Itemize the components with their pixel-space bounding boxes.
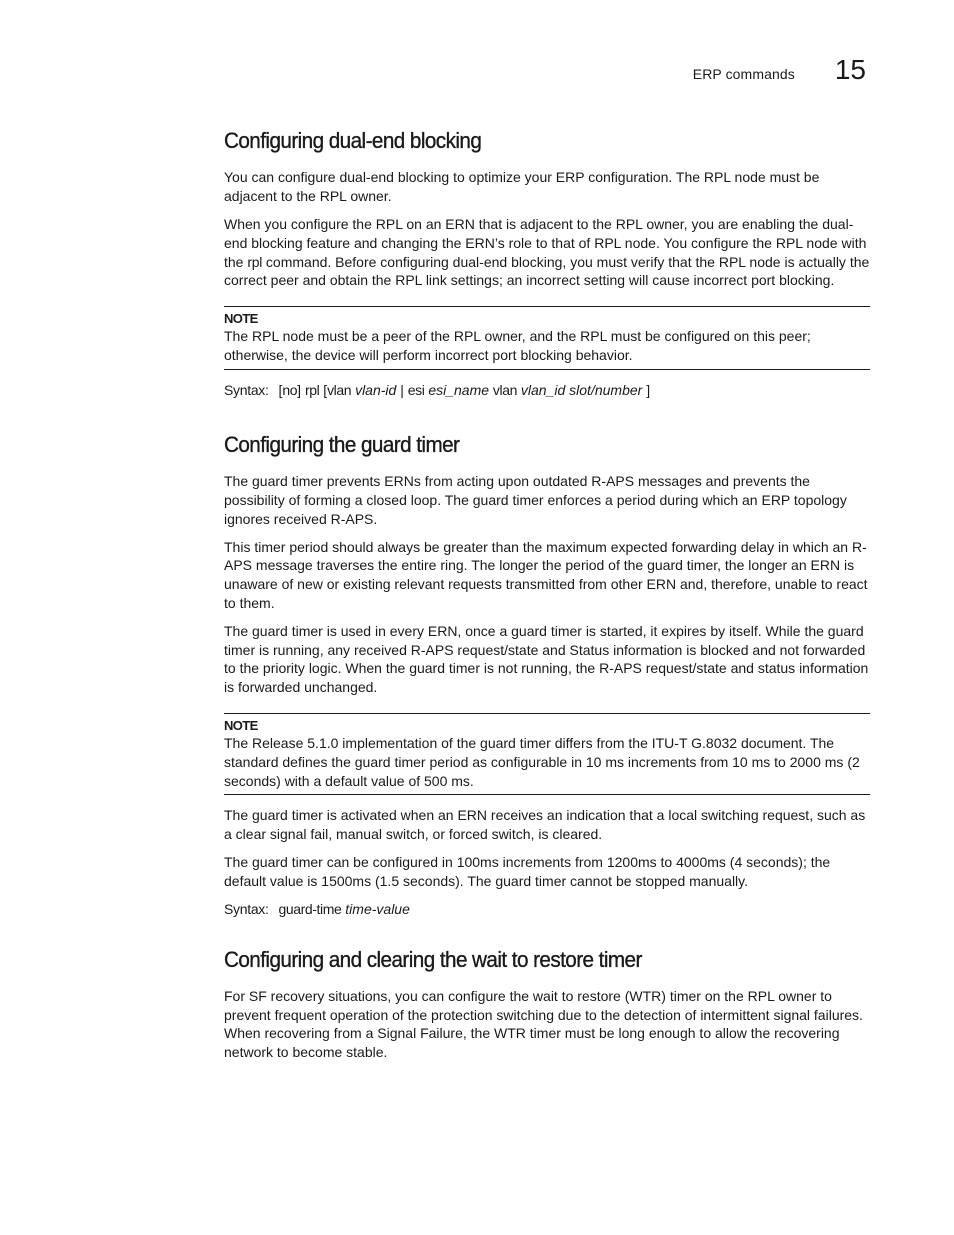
paragraph-text: When you configure the RPL on an ERN that is adjacent to the RPL owner, you are enabling the dual-end blocking feature and changing the ERN’s role to that of RPL node. You configure the RPL node with the (224, 215, 867, 270)
syntax-label: Syntax: (224, 381, 269, 398)
syntax-token: ] (297, 381, 302, 398)
syntax-token: ] (646, 381, 651, 398)
header-chapter-number: 15 (834, 54, 866, 85)
syntax-token: [ (278, 381, 283, 398)
section-heading: Configuring the guard timer (224, 431, 460, 457)
paragraph: The guard timer prevents ERNs from acting upon outdated R-APS messages and prevents the possibility of forming a closed loop. The guard timer enforces a period during which an ERP topology ignores received R-APS. (224, 473, 847, 527)
syntax-keyword: rpl (304, 381, 320, 398)
section-guard-timer (224, 432, 870, 918)
syntax-keyword: vlan (327, 381, 352, 398)
note-box (224, 713, 870, 795)
paragraph: The guard timer is activated when an ERN receives an indication that a local switching request, such as a clear signal fail, manual switch, or forced switch, is cleared. (224, 807, 866, 843)
header-section-title: ERP commands (692, 66, 795, 82)
paragraph (224, 215, 870, 290)
syntax-variable: vlan-id (355, 381, 397, 398)
section-wait-to-restore (224, 947, 870, 1063)
syntax-keyword: guard-time (278, 900, 342, 917)
syntax-keyword: no (282, 381, 298, 398)
note-box (224, 306, 870, 370)
note-label: NOTE (224, 717, 258, 733)
spacer (224, 918, 870, 947)
section-heading: Configuring dual-end blocking (224, 128, 482, 153)
spacer (224, 399, 870, 432)
syntax-variable: vlan_id slot/number (520, 381, 643, 398)
paragraph: The guard timer is used in every ERN, once a guard timer is started, it expires by itself. While the guard timer is running, any received R-APS request/state and Status information is blocked and not forwarded to the priority logic. When the guard timer is not running, the R-APS request/state and status information is forwarded unchanged. (224, 622, 869, 696)
section-dual-end-blocking (224, 128, 870, 399)
syntax-keyword: esi (407, 381, 425, 398)
paragraph: You can configure dual-end blocking to optimize your ERP configuration. The RPL node must be adjacent to the RPL owner. (224, 169, 820, 205)
syntax-token: | (400, 381, 404, 398)
running-header (693, 56, 866, 84)
paragraph: The guard timer can be configured in 100ms increments from 1200ms to 4000ms (4 seconds); the default value is 1500ms (1.5 seconds). The guard timer cannot be stopped manually. (224, 853, 831, 889)
note-label: NOTE (224, 311, 258, 327)
command-keyword: rpl (247, 253, 263, 270)
section-heading: Configuring and clearing the wait to restore timer (224, 946, 642, 972)
syntax-variable: time-value (345, 900, 410, 917)
syntax-keyword: vlan (492, 381, 518, 398)
page-content (224, 128, 870, 1071)
paragraph: This timer period should always be greater than the maximum expected forwarding delay in which an R-APS message traverses the entire ring. The longer the period of the guard timer, the longer an ERN is unaware of new or existing relevant requests transmitted from other ERN and, therefore, unable to react to them. (224, 538, 868, 611)
note-text: The Release 5.1.0 implementation of the guard timer differs from the ITU-T G.8032 document. The standard defines the guard timer period as configurable in 10 ms increments from 10 ms to 2000 ms (2 seconds) with a default value of 500 ms. (224, 734, 860, 789)
syntax-line (224, 381, 870, 399)
paragraph: For SF recovery situations, you can configure the wait to restore (WTR) timer on the RPL owner to prevent frequent operation of the protection switching due to the detection of intermittent signal failures. When recovering from a Signal Failure, the WTR timer must be long enough to allow the recovering network to become stable. (224, 987, 863, 1061)
syntax-label: Syntax: (224, 900, 269, 917)
syntax-variable: esi_name (428, 381, 490, 398)
syntax-token: [ (323, 381, 328, 398)
syntax-line (224, 900, 870, 918)
paragraph-text: command. Before configuring dual-end blocking, you must verify that the RPL node is actually the correct peer and obtain the RPL link settings; an incorrect setting will cause incorrect port blocking. (224, 253, 870, 289)
note-text: The RPL node must be a peer of the RPL owner, and the RPL must be configured on this peer; otherwise, the device will perform incorrect port blocking behavior. (224, 328, 811, 363)
